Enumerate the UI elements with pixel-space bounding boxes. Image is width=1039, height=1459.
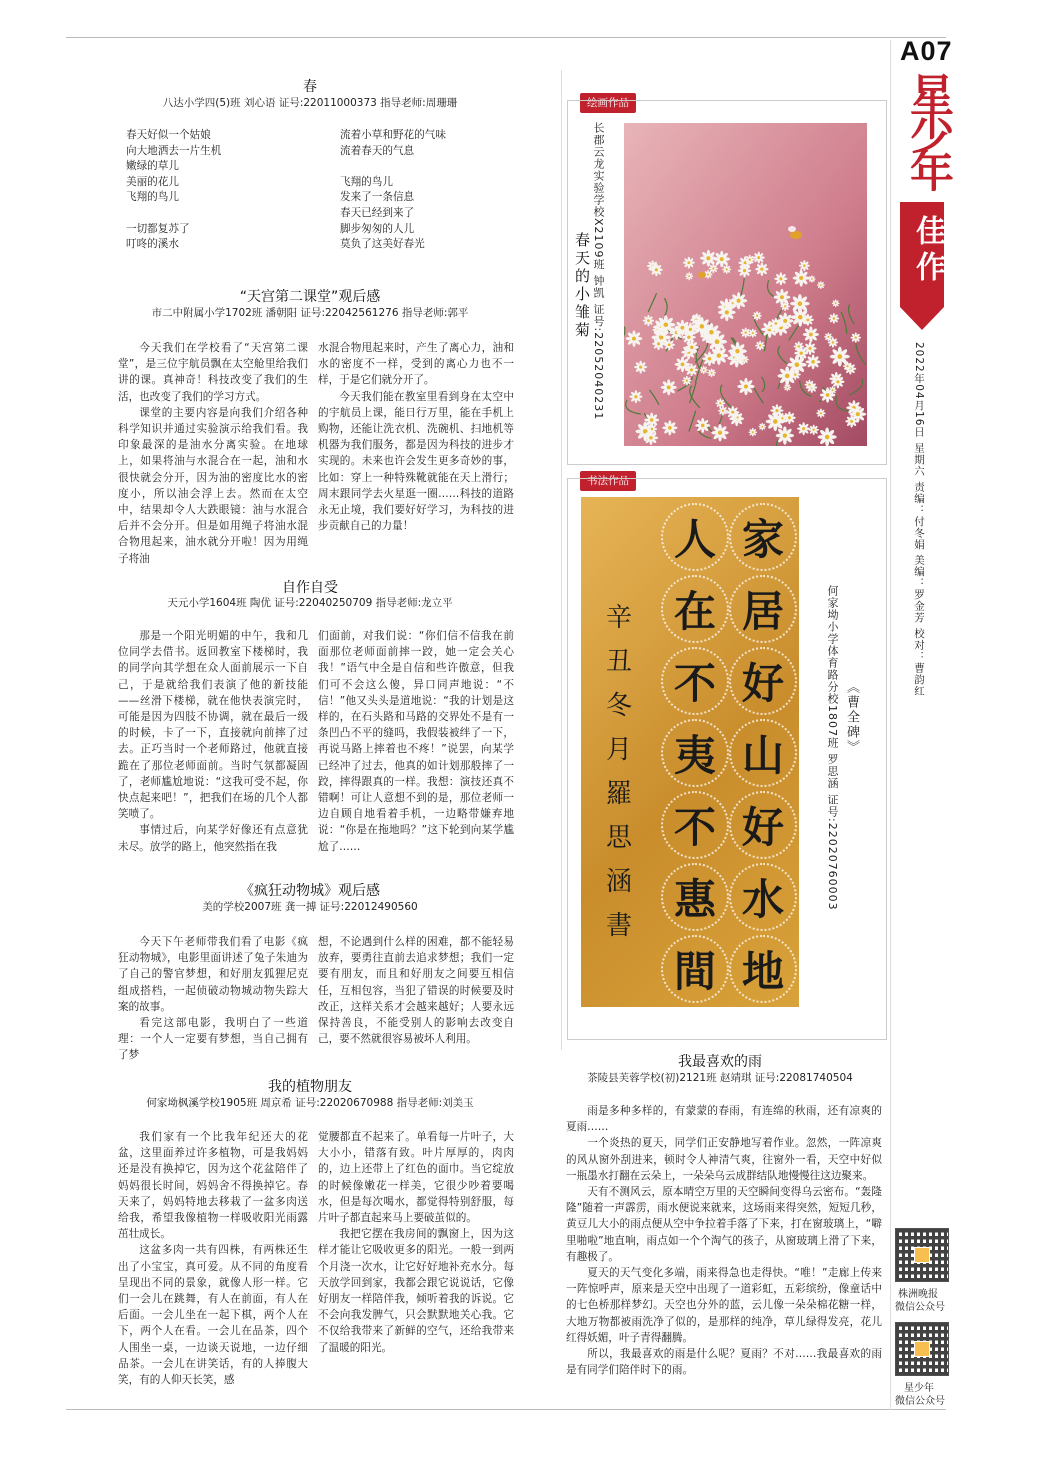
calligraphy-signature-character: 思 [605,823,632,853]
daisy [799,260,810,271]
paragraph: 天有不测风云，原本晴空万里的天空瞬间变得乌云密布。“轰隆隆”随着一声霹雳，雨水便说来就来，这场雨来得突然，短短几秒，黄豆儿大小的雨点便从空中争拉着手落了下来，打在窗玻璃上，“噼里啪啦”地直响，雨点如一个个淘气的孩子，从窗玻璃上滑了下来，有趣极了。 [566,1186,882,1263]
daisy [851,332,861,342]
article-body-tiangong-col1 [118,340,308,567]
daisy [831,375,844,388]
calligraphy-paper[interactable] [581,497,799,1007]
section-title: 佳作 [910,215,945,287]
top-rule [66,37,946,38]
daisy [776,426,794,444]
daisy [685,272,693,280]
calligraphy-signature-character: 辛 [605,603,632,633]
daisy [797,422,810,435]
paragraph: 看完这部电影，我明白了一些道理：一个人一定要有梦想，当自己拥有了梦 [118,1017,308,1062]
poem-column-2 [340,128,550,253]
qr-label-1a: 株洲晚报 [898,1289,938,1300]
poem-line [126,206,326,222]
daisy [722,265,731,274]
daisy [828,386,836,394]
daisy [711,424,729,442]
paragraph: 水混合物甩起来时，产生了离心力，油和水的密度不一样，受到的离心力也不一样，于是它们就分开了。 [318,342,514,387]
article-body-zizuo-col1 [118,628,308,855]
daisy [774,272,787,285]
daisy [643,315,654,326]
poem-line: 流着春天的气息 [340,144,415,157]
daisy [805,380,815,390]
poem-line: 嫩绿的草儿 [126,160,179,173]
daisy [730,292,747,309]
qr-code-2[interactable] [895,1322,949,1376]
poem-line: 流着小草和野花的气味 [340,129,446,141]
daisy [715,398,725,408]
paragraph: 我把它摆在我房间的飘窗上，因为这样才能让它吸收更多的阳光。一般一到两个月浇一次水，让它好好地补充水分。每天放学回到家，我都会跟它说说话，它像好朋友一样陪伴我，倾听着我的诉说。它不会向我发脾气，只会默默地关心我。它不仅给我带来了新鲜的空气，还给我带来了温暖的阳光。 [318,1228,514,1354]
daisy [774,289,791,306]
poem-line: 向大地洒去一片生机 [126,144,222,157]
calligraphy-character: 山 [729,719,797,787]
article-title-plant: 我的植物朋友 [268,1079,352,1095]
article-meta-plant: 何家坳枫溪学校1905班 周京希 证号:22020670988 指导老师:刘美玉 [146,1097,474,1109]
calligraphy-signature-character: 書 [605,911,632,941]
article-meta-zizuo: 天元小学1604班 陶优 证号:22040250709 指导老师:龙立平 [167,597,453,609]
paragraph: 这盆多肉一共有四株，有两株还生出了小宝宝，真可爱。从不同的角度看呈现出不同的景象，就像人形一样。它们一会儿在跳舞，有人在前面，有人在后面。一会儿坐在一起下棋，两个人在下，两个人在看。一会儿在品茶，四个人围坐一桌，一边谈天说地，一边仔细品茶。一会儿在讲笑话，有的人捧腹大笑，有的人仰天长笑，感 [118,1244,308,1387]
daisy [793,270,810,287]
calligraphy-character: 家 [729,503,797,571]
daisy [702,351,717,366]
paragraph: 今天我们在学校看了“天宫第二课堂”，是三位宇航员飘在太空舱里给我们讲的课。真神奇！科技改变了我们的生活，也改变了我们的学习方式。 [118,342,308,403]
daisy [629,390,642,403]
paragraph: 今天我们能在教室里看到身在太空中的宇航员上课，能日行万里，能在手机上购物，还能让洗衣机、洗碗机、扫地机等机器为我们服务，都是因为科技的进步才实现的。未来也许会发生更多奇妙的事，比如：穿上一种特殊靴就能在天上滑行；周末跟同学去火星逛一圈……科技的道路永无止境，我们要好好学习，为科技的进步贡献自己的力量！ [318,390,514,533]
article-body-zizuo-col2 [318,628,514,855]
brand-logo: 星少年 [902,72,953,186]
calligraphy-signature-character: 涵 [605,867,632,897]
calligraphy-character: 惠 [661,863,729,931]
daisy [626,330,643,347]
daisy [682,376,691,385]
paragraph: 我们家有一个比我年纪还大的花盆，这里面养过许多植物，可是我妈妈还是没有换掉它，因为这个花盆陪伴了妈妈很长时间，妈妈舍不得换掉它。春天来了，妈妈特地去移栽了一盆多肉送给我，希望我像植物一样吸收阳光雨露茁壮成长。 [118,1131,308,1241]
paragraph: 所以，我最喜欢的雨是什么呢？夏雨？不对……我最喜欢的雨是有同学们陪伴时下的雨。 [566,1348,882,1377]
calligraphy-signature-character: 羅 [605,779,632,809]
poem-line: 飞翔的鸟儿 [126,191,179,204]
daisy [803,326,819,342]
poem-line: 发来了一条信息 [340,191,415,204]
daisy [843,362,852,371]
daisy [752,311,761,320]
article-title-tiangong: “天宫第二课堂”观后感 [239,289,381,305]
daisy [683,257,695,269]
daisy [652,337,665,350]
daisy [766,412,785,431]
poem-line: 美丽的花儿 [126,175,179,188]
paragraph: 想，不论遇到什么样的困难，都不能轻易放弃，要勇往直前去追求梦想；我们一定要有朋友，而且和好朋友之间要互相信任，互相包容，当犯了错误的时候要及时改正，这样关系才会越来越好；人要永远保持善良，不能受别人的影响去改变自己，要不然就很容易被坏人利用。 [318,936,514,1046]
daisy [817,281,825,289]
poem-line: 脚步匆匆的人儿 [340,222,415,235]
bee-icon [698,272,706,278]
daisy [809,425,819,435]
divider-right-sidebar [890,40,891,1410]
daisy [849,406,866,423]
daisy [650,263,663,276]
daisy [808,275,816,283]
daisy [692,317,711,336]
daisy [737,378,754,395]
calligraphy-character: 夷 [661,719,729,787]
daisy [745,255,755,265]
daisy [685,363,698,376]
article-body-zootopia-col2 [318,934,514,1047]
daisy [713,251,730,268]
daisy [700,366,708,374]
painting-caption-meta: 长郡云龙实验学校X2109班 钟凯 证号:22052040231 [592,122,605,421]
calligraphy-signature-character: 月 [605,735,632,765]
poem-line: 春天好似一个姑娘 [126,129,211,141]
paragraph: 那是一个阳光明媚的中午，我和几位同学去借书。返回教室下楼梯时，我的同学向其学想在众人面前展示一下自己，于是就给我们表演了他的新技能——丝滑下楼梯，就在他快表演完时，可能是因为四肢不协调，就在最后一级的时候，卡了一下，直接就向前摔了过去。正巧当时一个老师路过，他就直接跪在了那位老师面前。当时气氛都凝固了，老师尴尬地说：“这我可受不起，你快点起来吧！”，把我们在场的几个人都笑喷了。 [118,630,308,821]
qr-label-2b: 微信公众号 [895,1396,945,1407]
calligraphy-character: 在 [661,575,729,643]
calligraphy-caption-meta: 何家坳小学体育路分校1807班 罗思涵 证号:22020760003 [826,585,839,911]
daisy [634,361,647,374]
calligraphy-character: 不 [661,791,729,859]
poem-column-1 [126,128,326,253]
qr-label-1b: 微信公众号 [895,1302,945,1313]
article-meta-tiangong: 市二中附属小学1702班 潘朝阳 证号:22042561276 指导老师:郭平 [151,307,469,319]
paragraph: 觉腰都直不起来了。单看每一片叶子，大大小小，错落有致。叶片厚厚的，肉肉的，边上还带上了红色的面巾。当它绽放的时候像嫩花一样美，它很少吵着要喝水，但是每次喝水，都觉得特别舒服，每片叶子都直起来马上要破茧似的。 [318,1131,514,1225]
paragraph: 今天下午老师带我们看了电影《疯狂动物城》，电影里面讲述了兔子朱迪为了自己的警官梦想，和好朋友狐狸尼克组成搭档，一起侦破动物城动物失踪大案的故事。 [118,936,308,1013]
daisy [707,368,716,377]
calligraphy-character: 好 [729,791,797,859]
poem-line: 春天已经到来了 [340,206,415,219]
daisy [755,341,765,351]
painting-caption-title: 春天的小雏菊 [573,232,591,340]
article-body-rain [566,1103,882,1378]
daisy [806,354,821,369]
daisy [818,427,837,446]
poem-line: 莫负了这美好春光 [340,238,425,251]
article-body-plant-col2 [318,1129,514,1356]
poem-line: 叮咚的溪水 [126,238,179,251]
page-number: A07 [900,36,953,66]
article-meta-spring: 八达小学四(5)班 刘心语 证号:22011000373 指导老师:周珊珊 [162,97,458,109]
daisy [758,423,766,431]
daisy [753,252,765,264]
daisy [749,428,758,437]
article-meta-rain: 茶陵县芙蓉学校(初)2121班 赵靖琪 证号:22081740504 [587,1072,853,1084]
daisy [662,420,677,435]
daisy [695,418,710,433]
calligraphy-character: 間 [661,935,729,1003]
paragraph: 夏天的天气变化多端，雨来得急也走得快。“唯！”走廊上传来一阵惊呼声，原来是天空中出现了一道彩虹，五彩缤纷，像童话中的七色桥那样梦幻。天空也分外的蓝，云儿像一朵朵棉花糖一样，大地万物都被雨洗净了似的，是那样的纯净，草儿绿得发亮，花儿红得妖媚，叶子青得翻腾。 [566,1267,882,1344]
article-body-tiangong-col2 [318,340,514,534]
paragraph: 们面前，对我们说：“你们信不信我在前面那位老师面前摔一跤，她一定会关心我！”语气中全是自信和些许傲意，但我们可不会这么傻，异口同声地说：“不信！”他又头头是道地说：“我的计划是这样的，在石头路和马路的交界处不是有一条凹凸不平的缝吗，我假装被绊了一下，再说马路上摔着也不疼！”说罢，向某学已经冲了过去，他真的如计划那般摔了一跤，摔得跟真的一样。我想：演技还真不错啊！可让人意想不到的是，那位老师一边自顾自地看着手机，一边略带嫌弃地说：“你是在拖地吗？”这下轮到向某学尴尬了…… [318,630,514,853]
daisy [816,409,825,418]
daisy [824,333,833,342]
painting-daisies[interactable] [624,123,867,446]
poem-line: 飞翔的鸟儿 [340,175,393,188]
daisy [685,340,699,354]
daisy [832,299,840,307]
daisy [829,313,840,324]
article-meta-zootopia: 美的学校2007班 龚一搏 证号:22012490560 [202,901,418,913]
calligraphy-character: 不 [661,647,729,715]
daisy [738,264,752,278]
daisy [741,328,751,338]
calligraphy-character: 人 [661,503,729,571]
dateline: 2022年04月16日 星期六 责编：付冬娟 美编：罗金芳 校对：曹韵红 [913,342,925,697]
poem-line [340,159,550,175]
calligraphy-character: 好 [729,647,797,715]
article-title-zizuo: 自作自受 [282,580,338,596]
calligraphy-signature-character: 丑 [605,647,632,677]
article-body-zootopia-col1 [118,934,308,1064]
calligraphy-caption-title: 《曹全碑》 [844,680,859,755]
calligraphy-signature-character: 冬 [605,691,632,721]
painting-tag: 绘画作品 [580,93,636,113]
poem-line: 一切都复苏了 [126,222,190,235]
paragraph: 事情过后，向某学好像还有点意犹未尽。放学的路上，他突然指在我 [118,824,308,853]
qr-label-2a: 星少年 [904,1383,934,1394]
daisy [656,315,675,334]
paragraph: 课堂的主要内容是向我们介绍各种科学知识并通过实验演示给我们看。我印象最深的是油水分离实验。在地球上，如果将油与水混合在一起，油和水很快就会分开，因为油的密度比水的密度小，所以油会浮上去。然而在太空中，结果却令人大跌眼镜：油与水混合后并不会分开。但是如用绳子将油水混合物甩起来，油水就分开啦！因为用绳子将油 [118,406,308,565]
daisy [664,339,675,350]
paragraph: 一个炎热的夏天，同学们正安静地写着作业。忽然，一阵凉爽的风从窗外刮进来，顿时令人神清气爽，往窗外一看，天空中好似一瓶墨水打翻在云朵上，一朵朵乌云成群结队地慢慢往这边聚来。 [566,1137,882,1182]
daisy [784,384,792,392]
article-title-spring: 春 [303,79,317,95]
bottom-rule [66,1409,946,1410]
article-body-plant-col1 [118,1129,308,1388]
qr-code-1[interactable] [895,1228,949,1282]
daisy [783,411,796,424]
calligraphy-tag: 书法作品 [580,471,636,491]
paragraph: 雨是多种多样的，有蒙蒙的春雨，有连绵的秋雨，还有凉爽的夏雨…… [566,1105,882,1134]
daisy [661,379,677,395]
calligraphy-character: 地 [729,935,797,1003]
article-title-zootopia: 《疯狂动物城》观后感 [240,883,380,899]
divider-left-right [561,70,562,1050]
daisy [755,262,769,276]
daisy [733,413,742,422]
daisy [791,308,810,327]
article-title-rain: 我最喜欢的雨 [678,1054,762,1070]
daisy [730,354,738,362]
calligraphy-character: 居 [729,575,797,643]
daisy [644,431,658,445]
daisy [794,346,808,360]
calligraphy-character: 水 [729,863,797,931]
daisy [777,313,794,330]
